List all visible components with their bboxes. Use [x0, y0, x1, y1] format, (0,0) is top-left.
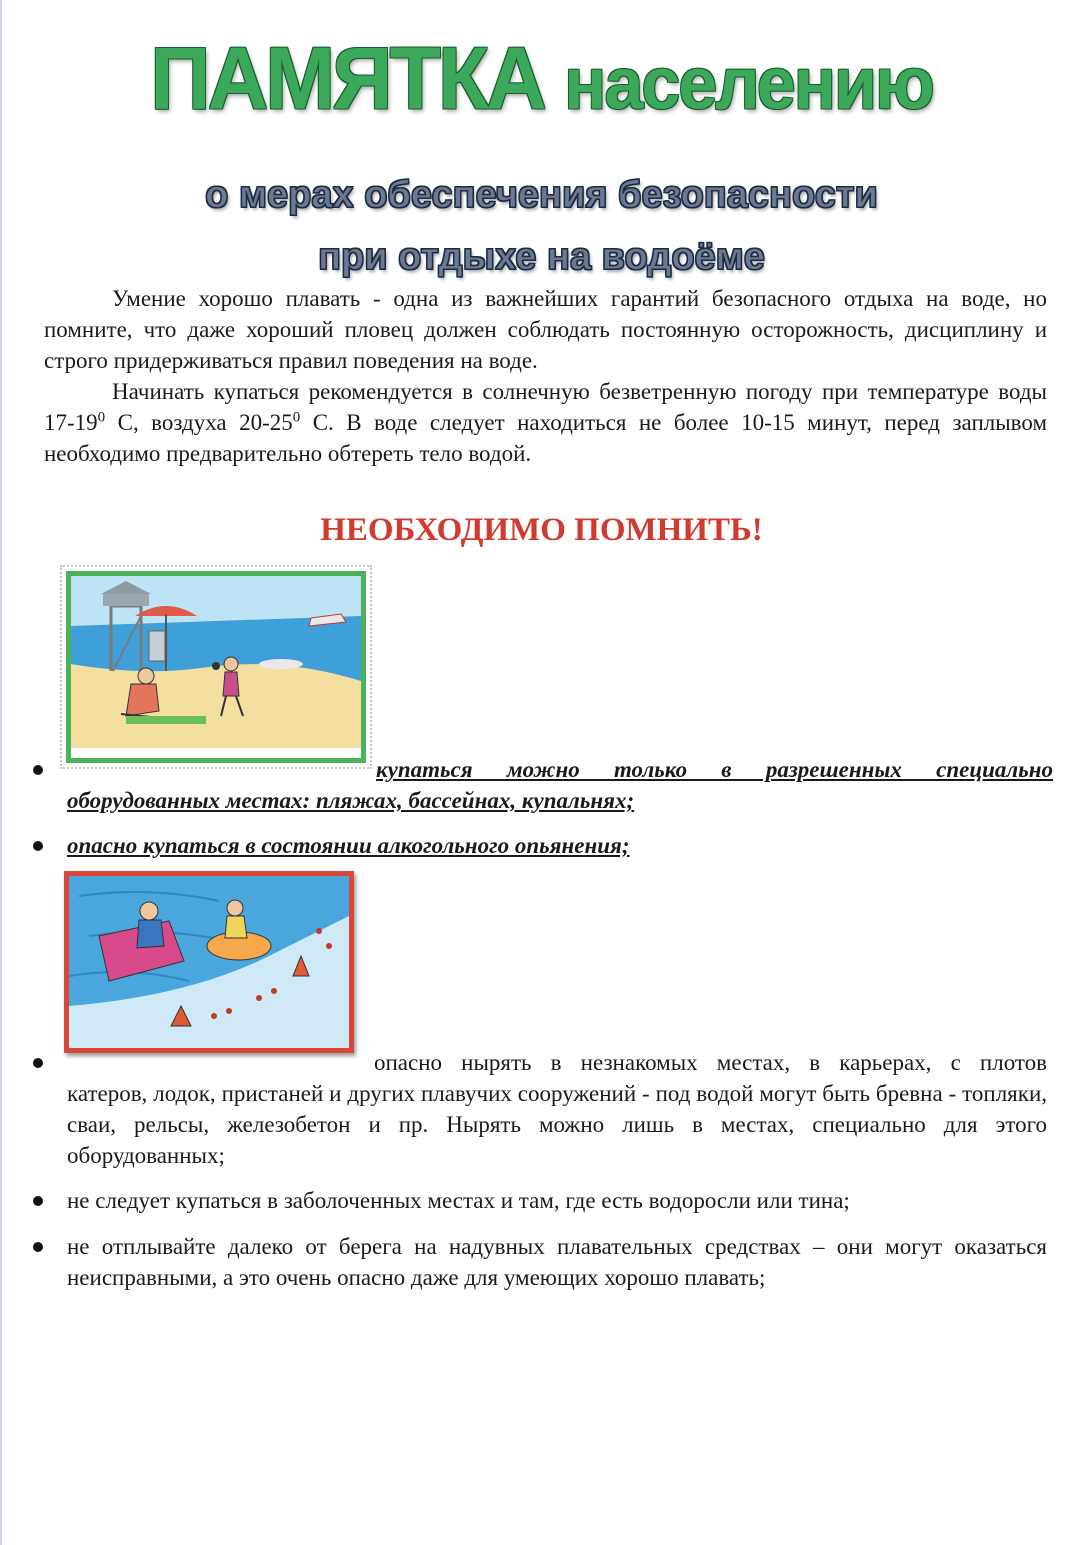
remember-heading: НЕОБХОДИМО ПОМНИТЬ! [320, 512, 763, 548]
swimming-illustration [64, 871, 354, 1053]
rule-2: опасно купаться в состоянии алкогольного опьянения; [67, 833, 630, 858]
rule-1-line-1: купаться можно только в разрешенных специально [376, 757, 1053, 782]
degree-sup-1: 0 [97, 409, 106, 426]
rule-4: не следует купаться в заболоченных местах и там, где есть водоросли или тина; [67, 1188, 850, 1213]
title-part2: населению [564, 42, 933, 125]
bullet-4 [33, 1196, 43, 1206]
intro-p2-a: Начинать купаться рекомендуется в солнечную безветренную погоду при температуре воды 17-19 [44, 379, 1047, 435]
bullet-3 [33, 1058, 43, 1068]
degree-sup-2: 0 [292, 409, 301, 426]
rule-3-line-1: опасно нырять в незнакомых местах, в карьерах, с плотов [374, 1050, 1047, 1075]
bullet-5 [33, 1242, 43, 1252]
subtitle-line1: о мерах обеспечения безопасности [205, 174, 878, 216]
rule-5: не отплывайте далеко от берега на надувных плавательных средствах – они могут оказаться неисправными, а это очень опасно даже для умеющих хорошо плавать; [67, 1234, 1047, 1290]
subtitle-line2: при отдыхе на водоёме [318, 236, 765, 278]
intro-paragraph-2 [44, 376, 1047, 469]
title-part1: ПАМЯТКА [150, 28, 544, 128]
intro-paragraph-1 [44, 283, 1047, 376]
intro-p2-c: С. В воде следует находиться не более 10-15 минут, перед заплывом необходимо предварительно обтереть тело водой. [44, 410, 1047, 466]
page-title [0, 25, 1083, 135]
intro-p1-text: Умение хорошо плавать - одна из важнейших гарантий безопасного отдыха на воде, но помните, что даже хороший пловец должен соблюдать постоянную осторожность, дисциплину и строго придерживаться правил поведения на воде. [44, 286, 1047, 373]
intro-p2-b: С, воздуха 20-25 [105, 410, 293, 435]
beach-illustration [60, 565, 372, 769]
bullet-2 [33, 841, 43, 851]
rule-1-line-2: оборудованных местах: пляжах, бассейнах, купальнях; [67, 788, 635, 813]
rule-3-rest: катеров, лодок, пристаней и других плавучих сооружений - под водой могут быть бревна - топляки, сваи, рельсы, железобетон и пр. Нырять можно лишь в местах, специально для этого оборудованных; [67, 1081, 1047, 1168]
bullet-1 [33, 765, 43, 775]
